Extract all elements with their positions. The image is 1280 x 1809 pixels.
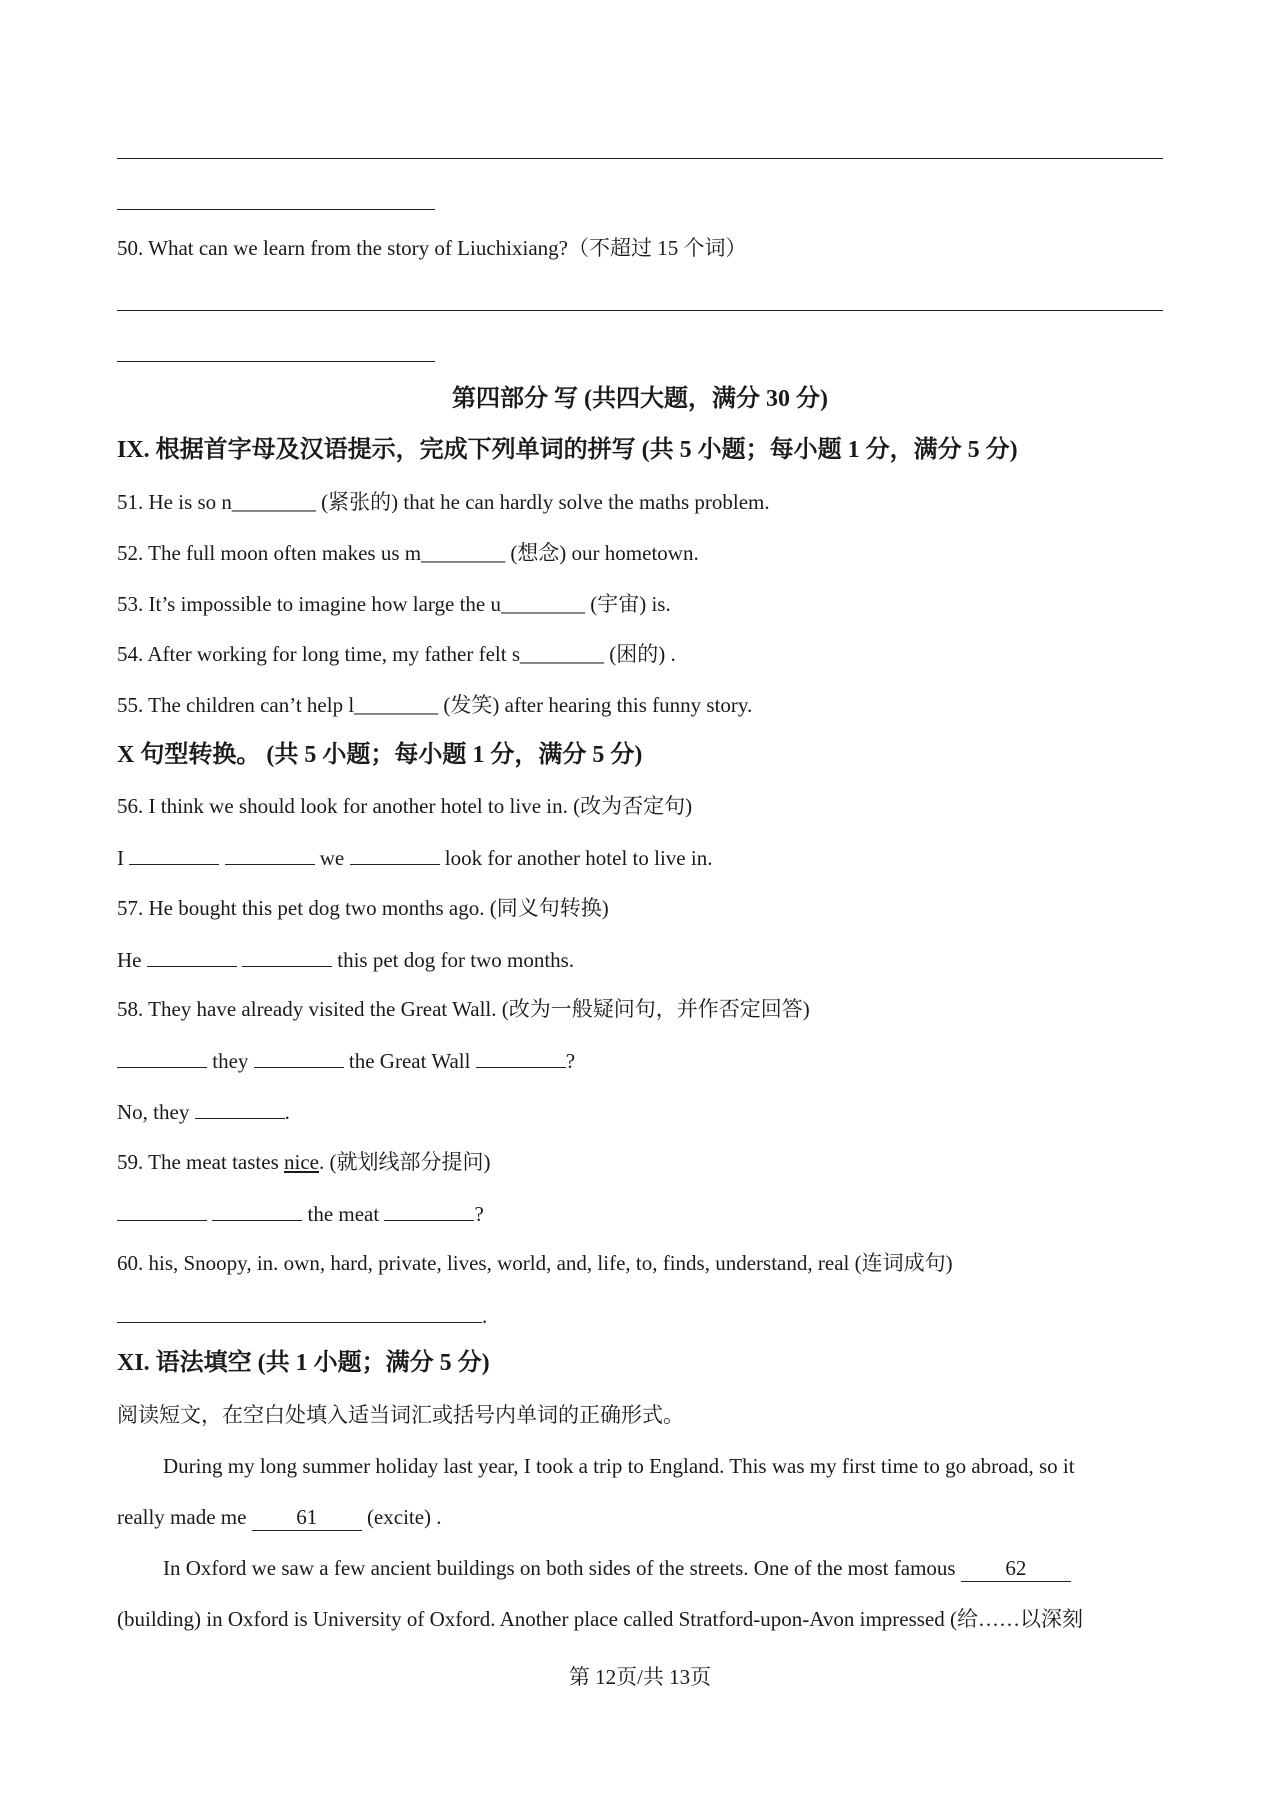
blank[interactable] (225, 844, 315, 865)
question-60-answer-row: . (117, 1302, 487, 1329)
question-56-answer-row: I we look for another hotel to live in. (117, 846, 713, 870)
page-number: 第 12页/共 13页 (568, 1665, 712, 1689)
blank[interactable] (350, 844, 440, 865)
question-55: 55. The children can’t help l________ (发笑) after hearing this funny story. (117, 693, 753, 717)
blank[interactable] (242, 946, 332, 967)
blank[interactable] (384, 1200, 474, 1221)
blank[interactable] (212, 1200, 302, 1221)
question-57-answer-row: He this pet dog for two months. (117, 948, 575, 972)
question-59: 59. The meat tastes nice. (就划线部分提问) (117, 1150, 491, 1174)
blank[interactable] (117, 1200, 207, 1221)
question-51: 51. He is so n________ (紧张的) that he can hardly solve the maths problem. (117, 490, 770, 514)
passage-line: really made me 61 (excite) . (117, 1505, 442, 1529)
question-53: 53. It’s impossible to imagine how large the u________ (宇宙) is. (117, 592, 671, 616)
question-50: 50. What can we learn from the story of Liuchixiang?（不超过 15 个词） (117, 236, 747, 260)
blank[interactable] (476, 1047, 566, 1068)
blank-61[interactable]: 61 (252, 1504, 362, 1531)
blank-62[interactable]: 62 (961, 1555, 1071, 1582)
part-heading: 第四部分 写 (共四大题，满分 30 分) (452, 386, 828, 412)
section-10-title: X 句型转换。 (共 5 小题；每小题 1 分，满分 5 分) (117, 742, 643, 768)
question-58-answer-row: they the Great Wall ? (117, 1047, 575, 1074)
section-11-instruction: 阅读短文，在空白处填入适当词汇或括号内单词的正确形式。 (117, 1403, 684, 1427)
question-52: 52. The full moon often makes us m________ (想念) our hometown. (117, 541, 699, 565)
underlined-word: nice (284, 1150, 319, 1174)
passage-line: During my long summer holiday last year, I took a trip to England. This was my first time to go abroad, so it (163, 1454, 1075, 1478)
answer-line[interactable] (117, 310, 1163, 311)
answer-line[interactable] (117, 209, 435, 210)
section-9-title: IX. 根据首字母及汉语提示，完成下列单词的拼写 (共 5 小题；每小题 1 分，满分 5 分) (117, 437, 1018, 463)
section-11-title: XI. 语法填空 (共 1 小题；满分 5 分) (117, 1350, 490, 1376)
blank[interactable] (129, 844, 219, 865)
question-58: 58. They have already visited the Great Wall. (改为一般疑问句，并作否定回答) (117, 997, 810, 1021)
blank[interactable] (254, 1047, 344, 1068)
answer-line[interactable] (117, 158, 1163, 159)
question-54: 54. After working for long time, my father felt s________ (困的) . (117, 642, 676, 666)
blank[interactable] (195, 1098, 285, 1119)
blank[interactable] (147, 946, 237, 967)
question-59-answer-row: the meat ? (117, 1200, 484, 1227)
question-58-answer-row-2: No, they . (117, 1100, 290, 1124)
passage-line: In Oxford we saw a few ancient buildings on both sides of the streets. One of the most famous 62 (163, 1555, 1071, 1582)
question-56: 56. I think we should look for another hotel to live in. (改为否定句) (117, 794, 693, 818)
blank[interactable] (117, 1302, 482, 1323)
passage-line: (building) in Oxford is University of Oxford. Another place called Stratford-upon-Avon impressed (给……以深刻 (117, 1607, 1083, 1631)
answer-line[interactable] (117, 361, 435, 362)
question-57: 57. He bought this pet dog two months ago. (同义句转换) (117, 896, 609, 920)
blank[interactable] (117, 1047, 207, 1068)
question-60: 60. his, Snoopy, in. own, hard, private, lives, world, and, life, to, finds, understand, real (连词成句) (117, 1251, 953, 1275)
